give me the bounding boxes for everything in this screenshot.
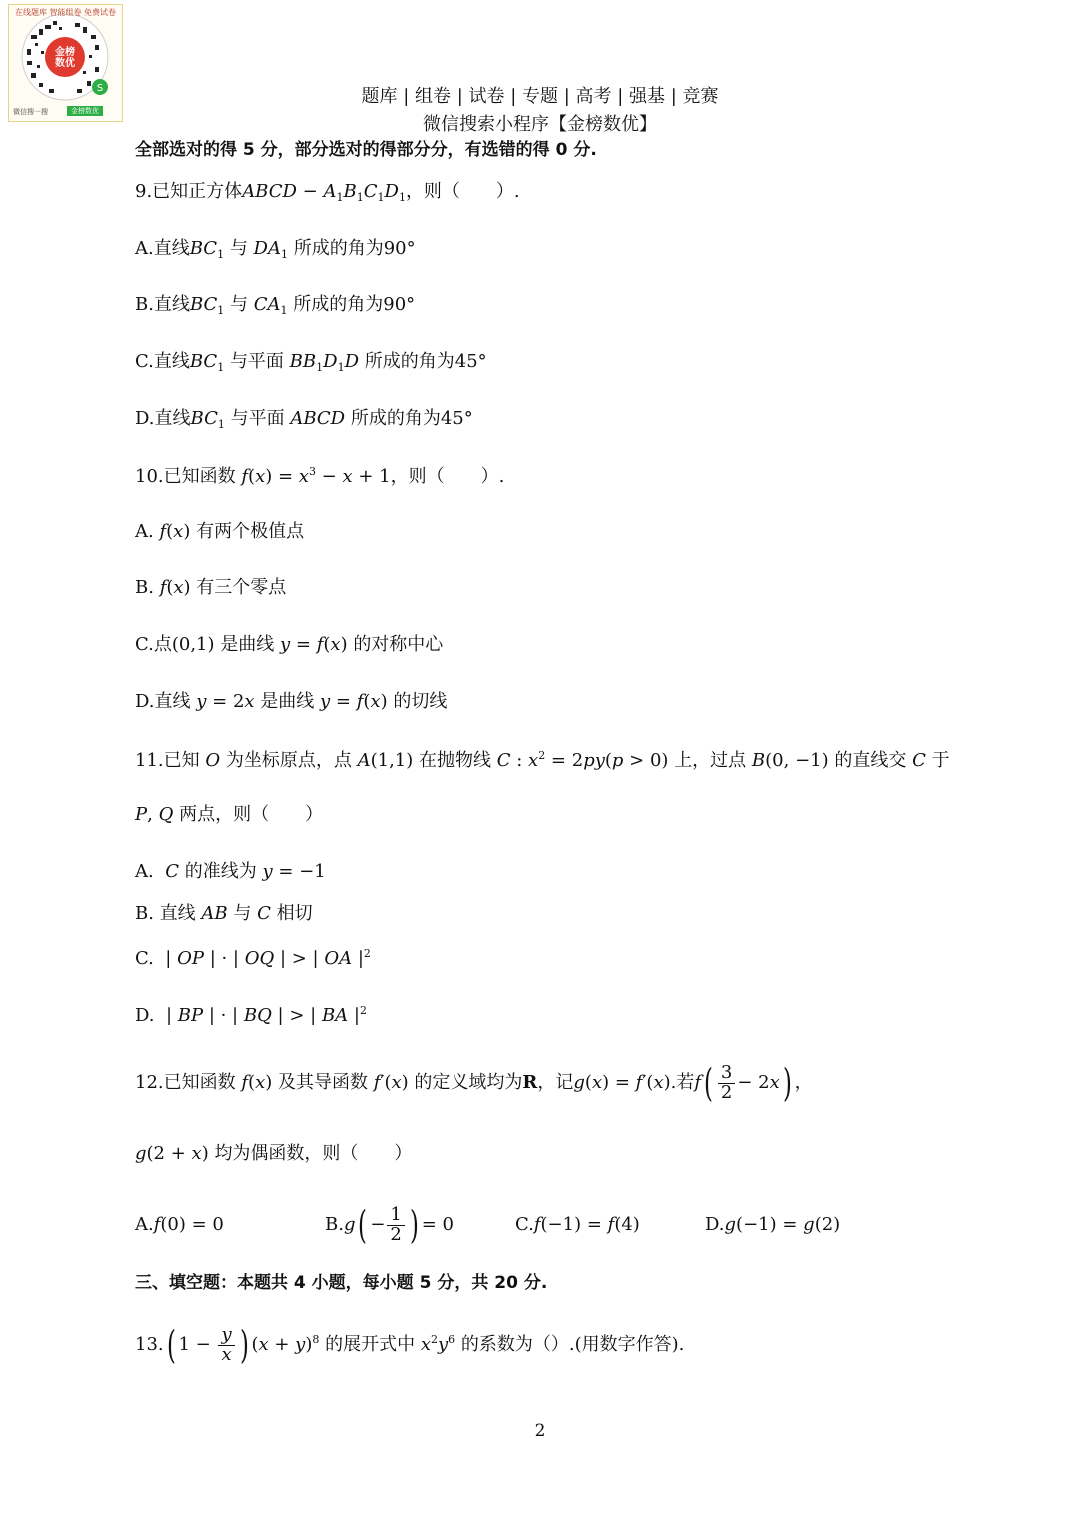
q12-p3: 的定义域均为 bbox=[414, 1072, 523, 1093]
qr-bottom-left: 微信搜一搜 bbox=[13, 108, 48, 116]
q11-b-prefix: B. 直线 bbox=[135, 903, 196, 924]
q11-a-prefix: A. bbox=[135, 861, 154, 882]
q11-a-suffix: 的准线为 bbox=[184, 861, 257, 882]
question-12-stem: 12.已知函数 f(x) 及其导函数 f′(x) 的定义域均为R，记g(x) = f′(x).若f( $\frac{3}{2}$ − 2x) ， bbox=[135, 1061, 813, 1105]
q9-d-angle: 45° bbox=[440, 408, 473, 429]
question-12-stem-line2: g(2 + x) 均为偶函数，则（ ） bbox=[135, 1143, 413, 1164]
section3-title: 三、填空题：本题共 4 小题，每小题 5 分，共 20 分. bbox=[135, 1273, 548, 1293]
q9-c-mid: 与平面 bbox=[229, 351, 284, 372]
question-12-option-d: D.g(−1) = g(2) bbox=[705, 1214, 841, 1235]
question-10-option-a: A. f(x) 有两个极值点 bbox=[135, 521, 305, 542]
q10-stem-suffix: ，则（ ）. bbox=[390, 466, 505, 487]
q9-d-suffix: 所成的角为 bbox=[350, 408, 441, 429]
q10-b-prefix: B. bbox=[135, 577, 154, 598]
q11-p4: 上，过点 bbox=[674, 750, 747, 771]
qr-center-label bbox=[49, 47, 81, 69]
q11-b-suffix: 相切 bbox=[276, 903, 313, 924]
question-11-stem-line2: P, Q 两点，则（ ） bbox=[135, 804, 324, 825]
q12-p2: 及其导函数 bbox=[277, 1072, 368, 1093]
q12-a-label: A. bbox=[135, 1214, 154, 1235]
qr-center-line1: 金榜 bbox=[55, 47, 75, 58]
question-9-option-c: C.直线$BC_1$ 与平面 $BB_1D_1D$ 所成的角为45° bbox=[135, 351, 487, 374]
svg-text:S: S bbox=[96, 83, 104, 94]
q9-c-prefix: C.直线 bbox=[135, 351, 190, 372]
question-9-stem: 9.已知正方体ABCD − $A_1B_1C_1D_1$，则（ ）. bbox=[135, 181, 520, 204]
q9-b-suffix: 所成的角为 bbox=[293, 294, 384, 315]
q11-b-mid: 与 bbox=[233, 903, 252, 924]
q11-p1: 11.已知 bbox=[135, 750, 200, 771]
q9-b-prefix: B.直线 bbox=[135, 294, 190, 315]
header-subtitle: 微信搜索小程序【金榜数优】 bbox=[423, 114, 657, 135]
question-10-stem: 10.已知函数 $f(x) = x^3 - x + 1$，则（ ）. bbox=[135, 465, 505, 487]
q12-domain-R: R bbox=[522, 1072, 538, 1093]
qr-top-text: 在线题库 智能组卷 免费试卷 bbox=[14, 8, 117, 17]
q11-c-prefix: C. bbox=[135, 948, 154, 969]
question-11-option-a: A. C 的准线为 y = −1 bbox=[135, 861, 326, 882]
q11-d-prefix: D. bbox=[135, 1005, 155, 1026]
q12-p6: ， bbox=[794, 1072, 813, 1093]
q9-b-mid: 与 bbox=[230, 294, 249, 315]
qr-bottom-badge: 金榜数优 bbox=[67, 106, 103, 116]
q13-prefix: 13. bbox=[135, 1334, 164, 1355]
q11-p6: 于 bbox=[931, 750, 950, 771]
q12-d-label: D. bbox=[705, 1214, 725, 1235]
q10-a-suffix: 有两个极值点 bbox=[196, 521, 305, 542]
question-12-options bbox=[135, 1200, 895, 1250]
q10-d-suffix: 的切线 bbox=[393, 691, 448, 712]
q10-d-prefix: D.直线 bbox=[135, 691, 191, 712]
q9-b-angle: 90° bbox=[383, 294, 416, 315]
q10-d-mid: 是曲线 bbox=[260, 691, 315, 712]
q9-c-suffix: 所成的角为 bbox=[364, 351, 455, 372]
page-number: 2 bbox=[534, 1421, 546, 1441]
question-11-option-c: C. | OP | · | OQ | > | OA $|^2$ bbox=[135, 947, 371, 969]
question-9-option-a: A.直线$BC_1$ 与 $DA_1$ 所成的角为90° bbox=[135, 238, 416, 261]
q12-p5: .若 bbox=[670, 1072, 695, 1093]
q11-p2: 为坐标原点，点 bbox=[225, 750, 352, 771]
question-9-option-b: B.直线$BC_1$ 与 $CA_1$ 所成的角为90° bbox=[135, 294, 416, 317]
q12-c-label: C. bbox=[515, 1214, 534, 1235]
question-10-option-b: B. f(x) 有三个零点 bbox=[135, 577, 287, 598]
q9-a-prefix: A.直线 bbox=[135, 238, 190, 259]
q9-d-prefix: D.直线 bbox=[135, 408, 191, 429]
q11-p3: 在抛物线 bbox=[419, 750, 492, 771]
q10-c-suffix: 的对称中心 bbox=[353, 634, 444, 655]
q12-line2-suffix: 均为偶函数，则（ ） bbox=[214, 1143, 413, 1164]
question-11-stem: 11.已知 O 为坐标原点，点 A(1,1) 在抛物线 C : $x^2 = 2py(p > 0)$ 上，过点 B(0, −1) 的直线交 C 于 bbox=[135, 749, 950, 771]
question-12-option-c: C.f(−1) = f(4) bbox=[515, 1214, 640, 1235]
header-nav: 题库 | 组卷 | 试卷 | 专题 | 高考 | 强基 | 竞赛 bbox=[361, 86, 719, 107]
q12-p1: 12.已知函数 bbox=[135, 1072, 236, 1093]
q10-b-suffix: 有三个零点 bbox=[196, 577, 287, 598]
question-13: 13.( 1 − $\frac{y}{x}$ ) $(x + y)^8$ 的展开式中 $x^2y^6$ 的系数为（）.(用数字作答). bbox=[135, 1323, 685, 1367]
q10-c-mid: 是曲线 bbox=[220, 634, 275, 655]
qr-center-line2: 数优 bbox=[55, 58, 75, 69]
question-10-option-c: C.点(0,1) 是曲线 y = f(x) 的对称中心 bbox=[135, 634, 444, 655]
question-12-option-a: A.f(0) = 0 bbox=[135, 1214, 224, 1235]
q13-suffix: 的系数为（）.(用数字作答). bbox=[460, 1334, 685, 1355]
section2-scoring-note: 全部选对的得 5 分，部分选对的得部分分，有选错的得 0 分. bbox=[135, 140, 597, 160]
q9-c-angle: 45° bbox=[454, 351, 487, 372]
q9-d-mid: 与平面 bbox=[230, 408, 285, 429]
q13-mid: 的展开式中 bbox=[325, 1334, 416, 1355]
q9-stem-suffix: ，则（ ）. bbox=[405, 181, 520, 202]
question-9-option-d: D.直线$BC_1$ 与平面 ABCD 所成的角为45° bbox=[135, 408, 473, 431]
q11-p5: 的直线交 bbox=[834, 750, 907, 771]
q9-a-suffix: 所成的角为 bbox=[293, 238, 384, 259]
q12-p4: ，记 bbox=[537, 1072, 574, 1093]
question-11-option-d: D. | BP | · | BQ | > | BA $|^2$ bbox=[135, 1004, 367, 1026]
q9-a-angle: 90° bbox=[383, 238, 416, 259]
q9-stem-prefix: 9.已知正方体 bbox=[135, 181, 243, 202]
q10-c-prefix: C.点 bbox=[135, 634, 172, 655]
q12-b-label: B. bbox=[325, 1214, 344, 1235]
question-11-option-b: B. 直线 AB 与 C 相切 bbox=[135, 903, 313, 924]
q10-stem-prefix: 10.已知函数 bbox=[135, 466, 236, 487]
question-12-option-b: B.g( − $\frac{1}{2}$ ) = 0 bbox=[325, 1203, 454, 1247]
q10-a-prefix: A. bbox=[135, 521, 154, 542]
q9-a-mid: 与 bbox=[229, 238, 248, 259]
question-10-option-d: D.直线 y = 2x 是曲线 y = f(x) 的切线 bbox=[135, 691, 448, 712]
q11-p7: 两点，则（ ） bbox=[179, 804, 324, 825]
